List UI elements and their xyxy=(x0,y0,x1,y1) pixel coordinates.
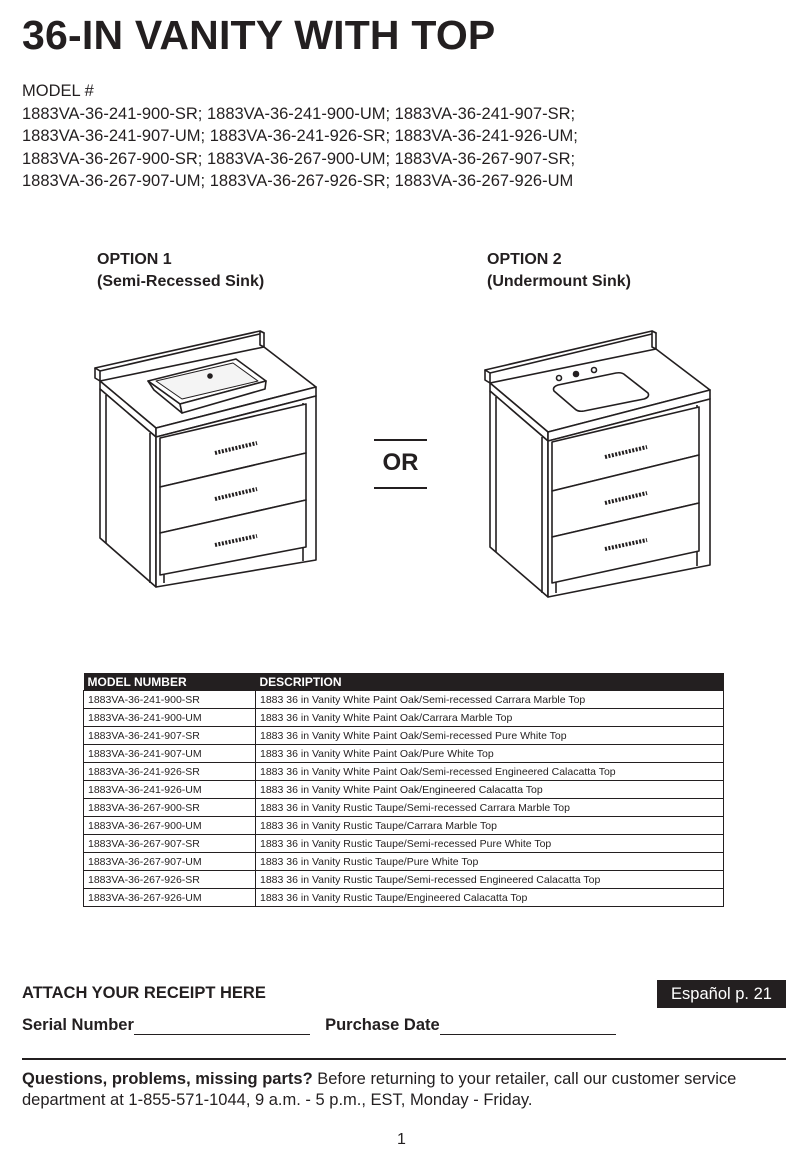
purchase-date-label: Purchase Date xyxy=(325,1016,440,1034)
model-cell: 1883VA-36-267-900-SR xyxy=(84,799,256,817)
option-2-sub: (Undermount Sink) xyxy=(487,273,631,290)
description-cell: 1883 36 in Vanity White Paint Oak/Carrara Marble Top xyxy=(256,709,724,727)
purchase-date-field[interactable] xyxy=(440,1016,616,1035)
or-line-top xyxy=(374,439,427,441)
description-cell: 1883 36 in Vanity Rustic Taupe/Pure White Top xyxy=(256,853,724,871)
description-cell: 1883 36 in Vanity Rustic Taupe/Semi-recessed Pure White Top xyxy=(256,835,724,853)
column-header-model: MODEL NUMBER xyxy=(84,673,256,691)
or-line-bottom xyxy=(374,487,427,489)
page-title: 36-IN VANITY WITH TOP xyxy=(22,12,496,58)
description-cell: 1883 36 in Vanity Rustic Taupe/Semi-recessed Engineered Calacatta Top xyxy=(256,871,724,889)
table-row xyxy=(84,853,724,871)
questions-text: Before returning to your retailer, call our customer service department at 1-855-571-1044, 9 a.m. - 5 p.m., EST, Monday - Friday. xyxy=(22,1070,737,1109)
customer-service-note xyxy=(22,1069,792,1111)
model-heading: MODEL # xyxy=(22,82,94,100)
model-cell: 1883VA-36-241-926-SR xyxy=(84,763,256,781)
table-row xyxy=(84,889,724,907)
model-line: 1883VA-36-241-907-UM; 1883VA-36-241-926-SR; 1883VA-36-241-926-UM; xyxy=(22,127,578,145)
page-number: 1 xyxy=(397,1131,406,1148)
semi-recessed-sink-vanity-illustration xyxy=(88,325,328,595)
model-cell: 1883VA-36-241-900-SR xyxy=(84,691,256,709)
table-row xyxy=(84,763,724,781)
or-divider xyxy=(374,439,427,489)
model-cell: 1883VA-36-241-900-UM xyxy=(84,709,256,727)
description-cell: 1883 36 in Vanity White Paint Oak/Engineered Calacatta Top xyxy=(256,781,724,799)
model-cell: 1883VA-36-267-926-SR xyxy=(84,871,256,889)
serial-number-label: Serial Number xyxy=(22,1016,134,1034)
table-row xyxy=(84,745,724,763)
table-row xyxy=(84,691,724,709)
table-row xyxy=(84,727,724,745)
model-cell: 1883VA-36-267-907-UM xyxy=(84,853,256,871)
table-row xyxy=(84,871,724,889)
model-numbers-block xyxy=(22,80,802,193)
table-row xyxy=(84,781,724,799)
option-2-caption xyxy=(487,249,631,293)
option-1-caption xyxy=(97,249,264,293)
option-2-label: OPTION 2 xyxy=(487,251,562,268)
serial-number-field[interactable] xyxy=(134,1016,310,1035)
model-cell: 1883VA-36-241-926-UM xyxy=(84,781,256,799)
model-cell: 1883VA-36-241-907-SR xyxy=(84,727,256,745)
model-cell: 1883VA-36-267-900-UM xyxy=(84,817,256,835)
model-cell: 1883VA-36-267-926-UM xyxy=(84,889,256,907)
model-line: 1883VA-36-267-907-UM; 1883VA-36-267-926-SR; 1883VA-36-267-926-UM xyxy=(22,172,574,190)
model-line: 1883VA-36-267-900-SR; 1883VA-36-267-900-UM; 1883VA-36-267-907-SR; xyxy=(22,149,576,168)
attach-receipt-heading: ATTACH YOUR RECEIPT HERE xyxy=(22,984,266,1002)
or-label: OR xyxy=(382,449,419,476)
description-cell: 1883 36 in Vanity Rustic Taupe/Engineered Calacatta Top xyxy=(256,889,724,907)
table-row xyxy=(84,799,724,817)
table-row xyxy=(84,709,724,727)
model-description-table xyxy=(83,673,724,907)
undermount-sink-vanity-illustration xyxy=(478,325,718,605)
questions-heading: Questions, problems, missing parts? xyxy=(22,1070,313,1088)
table-row xyxy=(84,817,724,835)
description-cell: 1883 36 in Vanity White Paint Oak/Pure White Top xyxy=(256,745,724,763)
description-cell: 1883 36 in Vanity Rustic Taupe/Semi-recessed Carrara Marble Top xyxy=(256,799,724,817)
table-header-row xyxy=(84,673,724,691)
table-row xyxy=(84,835,724,853)
description-cell: 1883 36 in Vanity Rustic Taupe/Carrara Marble Top xyxy=(256,817,724,835)
option-1-label: OPTION 1 xyxy=(97,251,172,268)
model-line: 1883VA-36-241-900-SR; 1883VA-36-241-900-UM; 1883VA-36-241-907-SR; xyxy=(22,104,576,123)
model-cell: 1883VA-36-241-907-UM xyxy=(84,745,256,763)
column-header-description: DESCRIPTION xyxy=(256,673,724,691)
description-cell: 1883 36 in Vanity White Paint Oak/Semi-recessed Pure White Top xyxy=(256,727,724,745)
serial-purchase-row xyxy=(22,1016,616,1035)
divider-rule xyxy=(22,1058,786,1060)
option-1-sub: (Semi-Recessed Sink) xyxy=(97,273,265,290)
description-cell: 1883 36 in Vanity White Paint Oak/Semi-recessed Carrara Marble Top xyxy=(256,691,724,709)
model-cell: 1883VA-36-267-907-SR xyxy=(84,835,256,853)
espanol-page-badge: Español p. 21 xyxy=(657,980,786,1008)
description-cell: 1883 36 in Vanity White Paint Oak/Semi-recessed Engineered Calacatta Top xyxy=(256,763,724,781)
